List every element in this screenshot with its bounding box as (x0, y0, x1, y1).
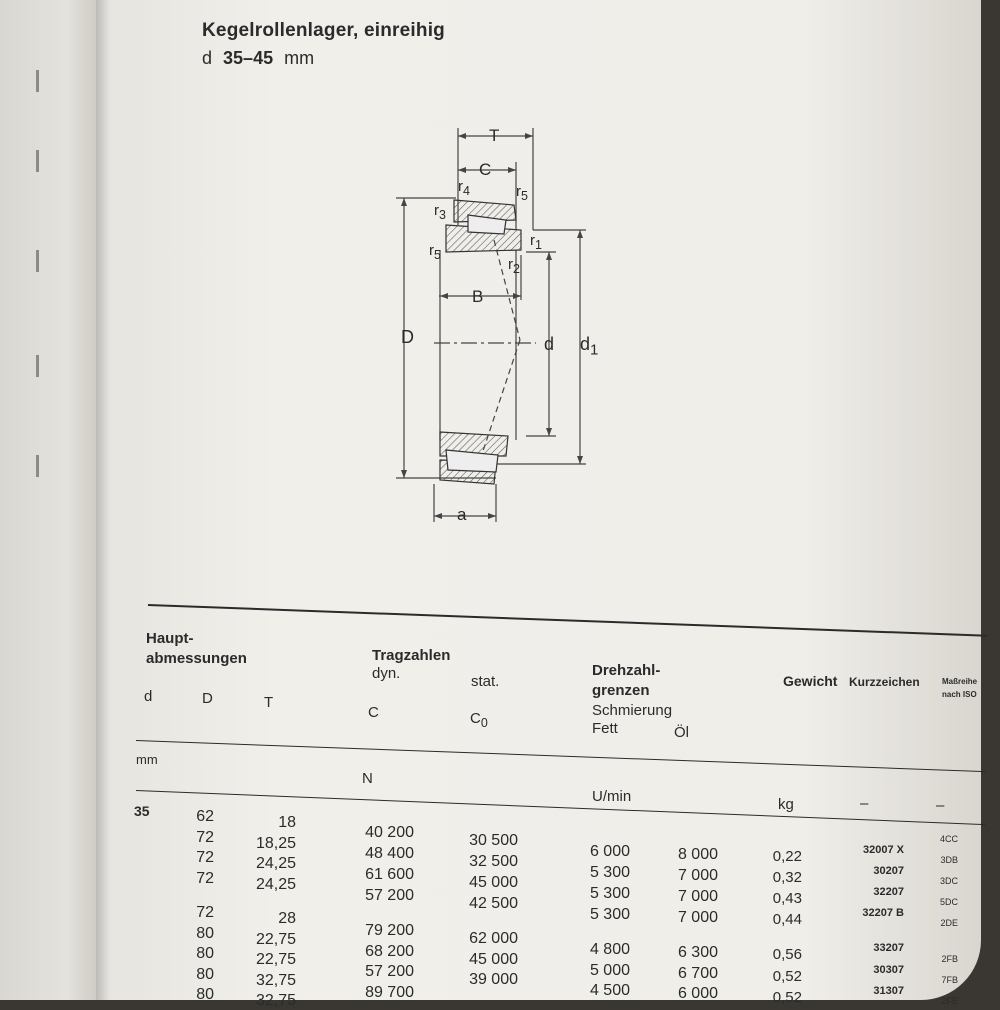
header-kurzzeichen: Kurzzeichen (849, 675, 920, 689)
header-oel: Öl (674, 724, 689, 741)
header-masse-2: nach ISO (942, 690, 977, 699)
label-C: C (479, 160, 492, 179)
cell-oel: 8 000 (677, 846, 718, 863)
unit-mm: mm (136, 752, 158, 767)
cell-T: 18 (278, 814, 296, 831)
cell-C0: 32 500 (469, 852, 518, 870)
cell-kg: 0,32 (772, 869, 802, 887)
cell-C0: 39 000 (469, 971, 518, 989)
cell-T: 22,75 (255, 951, 296, 968)
cell-oel: 6 000 (677, 985, 718, 1003)
label-r2: $r_2$ (508, 256, 520, 276)
cell-D: 80 (196, 945, 214, 962)
label-a: a (457, 505, 467, 524)
cell-iso: 2FB (941, 953, 958, 964)
cell-kg: 0,22 (772, 848, 802, 865)
cell-T: 22,75 (255, 930, 296, 948)
label-B: B (472, 287, 484, 306)
header-gewicht: Gewicht (783, 673, 838, 689)
label-d: d (544, 334, 555, 354)
cell-D: 72 (196, 849, 214, 866)
cell-fett: 5 300 (589, 884, 630, 902)
label-D: D (401, 327, 414, 347)
page-edge-mark (36, 250, 39, 272)
cell-iso: 5DC (939, 897, 958, 908)
cell-fett: 5 000 (589, 961, 630, 979)
header-drehzahl-2: grenzen (592, 682, 650, 699)
cell-kg: 0,43 (772, 890, 802, 908)
cell-T: 24,25 (255, 875, 296, 893)
cell-oel: 6 300 (677, 943, 718, 961)
header-C: C (368, 704, 379, 721)
cell-C: 57 200 (365, 886, 414, 904)
cell-oel: 6 700 (677, 964, 718, 982)
cell-code: 33207 (873, 942, 904, 955)
cell-code: 32207 (873, 886, 904, 899)
cell-D: 72 (196, 869, 214, 887)
cell-code: 31307 (873, 984, 904, 997)
cell-C0: 42 500 (469, 894, 518, 912)
unit-dash-iso: – (936, 797, 945, 814)
cell-kg: 0,44 (772, 911, 802, 929)
cell-C0: 30 500 (469, 832, 518, 849)
cell-T: 28 (278, 910, 296, 927)
header-schmierung: Schmierung (592, 702, 673, 719)
cell-T: 24,25 (255, 855, 296, 872)
label-T: T (489, 126, 500, 145)
cell-oel: 7 000 (677, 908, 718, 926)
cell-kg: 0,52 (772, 988, 802, 1006)
label-r5-top: $r_5$ (516, 183, 528, 203)
label-d1: $d_1$ (580, 334, 599, 359)
bore-diameter-35: 35 (134, 803, 150, 819)
cell-D: 72 (196, 828, 214, 846)
label-r5-left: $r_5$ (429, 242, 441, 262)
header-haupt-1: Haupt- (146, 630, 194, 647)
cell-D: 80 (196, 986, 214, 1003)
subtitle-unit: mm (284, 48, 315, 68)
subtitle-range: 35–45 (223, 48, 274, 68)
bearing-diagram (96, 0, 981, 1000)
header-D: D (202, 690, 213, 707)
page-edge-mark (36, 70, 39, 92)
left-page-edge (0, 0, 96, 1000)
cell-code: 32007 X (863, 844, 904, 856)
cell-T: 18,25 (255, 834, 296, 852)
header-drehzahl-1: Drehzahl- (592, 662, 661, 679)
cell-D: 80 (196, 965, 214, 983)
page-title: Kegelrollenlager, einreihig (202, 20, 445, 41)
cell-T: 32,75 (255, 971, 296, 989)
cell-fett: 6 000 (589, 843, 630, 860)
cell-oel: 7 000 (677, 866, 718, 884)
cell-D: 80 (196, 924, 214, 942)
header-fett: Fett (592, 720, 618, 737)
unit-N: N (362, 770, 373, 787)
header-masse-1: Maßreihe (942, 677, 978, 686)
cell-kg: 0,52 (772, 967, 802, 985)
cell-C0: 45 000 (469, 950, 518, 968)
header-C0: $C_0$ (470, 710, 488, 730)
cell-T: 32,75 (255, 992, 296, 1009)
cell-C: 40 200 (365, 824, 414, 841)
cell-C0: 45 000 (469, 873, 518, 891)
header-T: T (264, 694, 274, 711)
header-haupt-2: abmessungen (146, 650, 247, 667)
cell-oel: 7 000 (677, 887, 718, 905)
unit-kg: kg (778, 796, 794, 813)
unit-rpm: U/min (592, 788, 632, 805)
page-edge-mark (36, 150, 39, 172)
cell-code: 30307 (873, 963, 904, 976)
cell-C: 61 600 (365, 865, 414, 883)
cell-C: 68 200 (365, 942, 414, 960)
header-dyn: dyn. (372, 665, 401, 682)
cell-iso: 4CC (939, 834, 958, 844)
cell-fett: 4 800 (589, 940, 630, 958)
unit-dash-code: – (860, 795, 869, 812)
cell-code: 32207 B (862, 907, 904, 920)
cell-code: 30207 (873, 865, 904, 878)
cell-C0: 62 000 (469, 929, 518, 947)
header-stat: stat. (471, 673, 500, 690)
cell-fett: 5 300 (589, 905, 630, 923)
cell-C: 89 700 (365, 984, 414, 1002)
catalog-page (96, 0, 981, 1009)
cell-iso: 2DE (940, 918, 958, 929)
cell-D: 62 (196, 808, 214, 825)
page-edge-mark (36, 355, 39, 377)
cell-D: 72 (196, 904, 214, 921)
cell-C: 57 200 (365, 963, 414, 981)
page-edge-mark (36, 455, 39, 477)
cell-C: 79 200 (365, 921, 414, 939)
cell-fett: 4 500 (589, 982, 630, 1000)
header-d: d (144, 688, 153, 705)
cell-C: 48 400 (365, 844, 414, 862)
label-r4: $r_4$ (458, 178, 470, 198)
cell-fett: 5 300 (589, 863, 630, 881)
cell-iso: 7FB (941, 974, 958, 985)
cell-iso: 3DC (939, 876, 958, 887)
cell-kg: 0,56 (772, 946, 802, 964)
label-r1: $r_1$ (530, 232, 542, 252)
cell-iso: 3DB (940, 855, 958, 866)
header-tragzahlen: Tragzahlen (372, 647, 451, 664)
label-r3: $r_3$ (434, 202, 446, 222)
subtitle-prefix: d (202, 48, 213, 68)
cell-iso: 2FE (941, 995, 958, 1006)
